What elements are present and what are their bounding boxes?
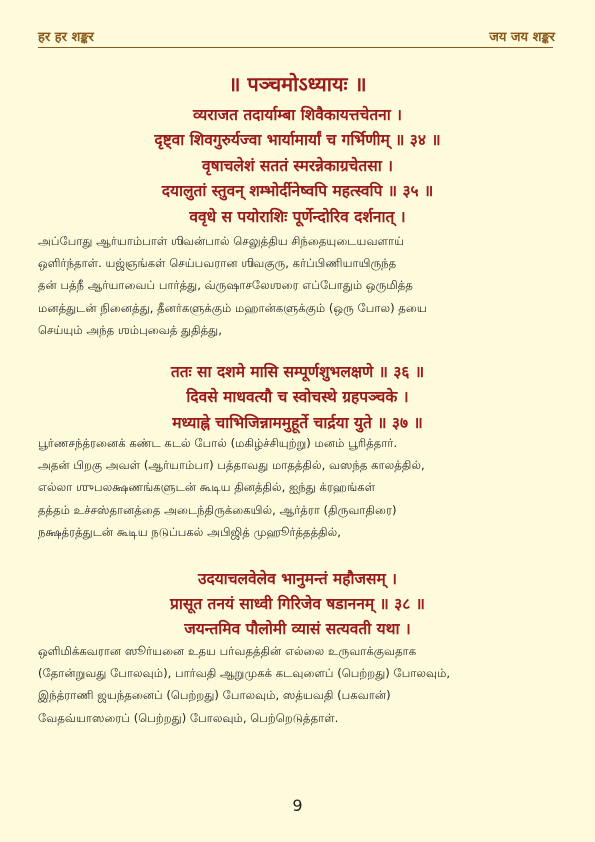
verse-line: दृष्ट्वा शिवगुरुर्यज्वा भार्यामार्यां च गर्भिणीम् ॥ ३४ ॥ [154,131,441,149]
verse-line: उदयाचलवेलेव भानुमन्तं महौजसम् । [197,570,398,588]
translation-line: தத்தம் உச்சஸ்தானத்தை அடைந்திருக்கையில், ஆர்த்ரா (திருவாதிரை) [38,502,397,517]
translation-line: மனத்துடன் நினைத்து, தீனர்களுக்கும் மஹான்களுக்கும் (ஒரு போல) தயை [38,300,427,315]
translation-line: நக்ஷத்ரத்துடன் கூடிய நடுப்பகல் அபிஜித் முஹூர்த்தத்தில், [38,524,341,539]
chapter-title: ॥ पञ्चमोऽध्यायः ॥ [228,72,367,96]
header-right: जय जय शङ्कर [489,30,555,45]
verse-line: ववृधे स पयोराशिः पूर्णेन्दोरिव दर्शनात् । [189,208,406,226]
running-header [0,27,595,47]
translation-line: அதன் பிறகு அவள் (ஆர்யாம்பா) பத்தாவது மாதத்தில், வஸந்த காலத்தில், [38,458,425,473]
translation-line: அப்போது ஆர்யாம்பாள் ஶிவன்பால் செலுத்திய சிந்தையுடையவளாய் [38,234,405,248]
translation-paragraph [38,432,552,543]
translation-line: இந்த்ராணி ஜயந்தனைப் (பெற்றது) போலவும், ஸத்யவதி (பகவான்) [38,688,391,703]
translation-line: ஒளிமிக்கவரான ஸூர்யனை உதய பர்வதத்தின் எல்லை உருவாக்குவதாக [38,644,417,658]
verse-line: दिवसे माधवत्यौ च स्वोचस्थे ग्रहपञ्चके । [186,388,409,406]
verse-line: मध्याह्ने चाभिजिन्नाममुहूर्ते चार्द्रया युते ॥ ३७ ॥ [172,414,423,432]
translation-line: எல்லா ஶுபலக்ஷணங்களுடன் கூடிய தினத்தில், ஐந்து க்ரஹங்கள் [38,480,376,495]
verse-line: जयन्तमिव पौलोमी व्यासं सत्यवती यथा । [184,620,411,638]
header-rule [38,47,553,48]
verse-line: ततः सा दशमे मासि सम्पूर्णशुभलक्षणे ॥ ३६ ॥ [170,363,425,381]
page-number: 9 [292,796,303,815]
verse-line: व्यराजत तदार्याम्बा शिवैकायत्तचेतना । [192,106,403,124]
translation-paragraph [38,640,552,729]
verse-line: वृषाचलेशं सततं स्मरन्नेकाग्रचेतसा । [202,157,393,175]
translation-line: தன் பத்நீ ஆர்யாவைப் பார்த்து, வ்ருஷாசலேஶரை எப்போதும் ஒருமித்த [38,278,413,293]
translation-line: ஒளிர்ந்தாள். யஜ்ஞங்கள் செய்பவரான ஶிவகுரு, கர்ப்பிணியாயிருந்த [38,256,397,271]
translation-line: வேதவ்யாஸரைப் (பெற்றது) போலவும், பெற்றெடுத்தாள். [38,710,339,725]
verse-line: प्रासूत तनयं साध्वी गिरिजेव षडाननम् ॥ ३८ ॥ [170,595,425,613]
translation-line: (தோன்றுவது போலவும்), பார்வதி ஆறுமுகக் கடவுளைப் (பெற்றது) போலவும், [38,666,451,681]
translation-line: செய்யும் அந்த ஶம்புவைத் துதித்து, [38,322,222,337]
header-left: हर हर शङ्कर [38,30,94,45]
translation-line: பூர்ணசந்த்ரனைக் கண்ட கடல் போல் (மகிழ்ச்சியுற்று) மனம் பூரித்தார். [38,436,398,450]
verse-line: दयालुतां स्तुवन् शम्भोर्दीनेष्वपि महत्स्वपि ॥ ३५ ॥ [161,182,434,200]
translation-paragraph [38,230,552,341]
